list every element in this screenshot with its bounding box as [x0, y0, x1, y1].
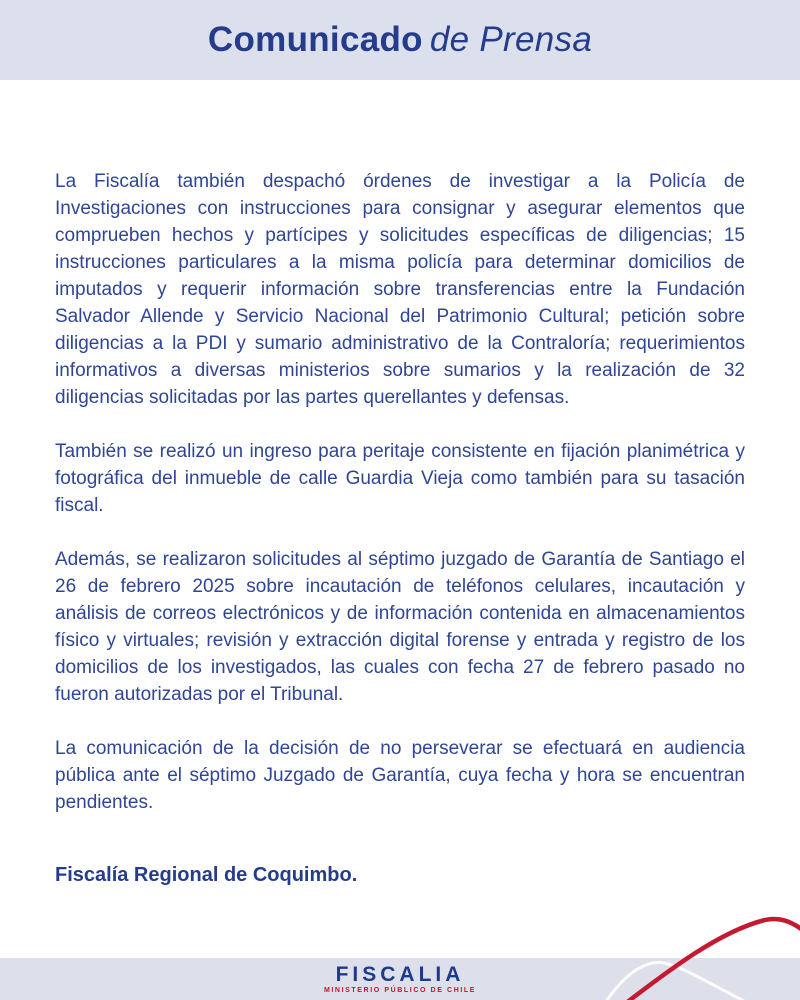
title-sub: de Prensa [429, 20, 593, 59]
signature: Fiscalía Regional de Coquimbo. [55, 864, 358, 886]
paragraph-3: Además, se realizaron solicitudes al séptimo juzgado de Garantía de Santiago el 26 de febrero 2025 sobre incautación de teléfonos celulares, incautación y análisis de correos electrónicos y de información contenida en almacenamientos físico y virtuales; revisión y extracción digital forense y entrada y registro de los domicilios de los investigados, las cuales con fecha 27 de febrero pasado no fueron autorizadas por el Tribunal. [55, 549, 745, 705]
page-title [208, 20, 592, 60]
document-body [55, 80, 745, 887]
paragraph-4: La comunicación de la decisión de no perseverar se efectuará en audiencia pública ante el séptimo Juzgado de Garantía, cuya fecha y hora se encuentran pendientes. [55, 738, 745, 813]
title-main: Comunicado [207, 20, 423, 59]
header-band [0, 0, 800, 80]
paragraph-1: La Fiscalía también despachó órdenes de investigar a la Policía de Investigaciones con instrucciones para consignar y asegurar elementos que comprueben hechos y partícipes y solicitudes específicas de diligencias; 15 instrucciones particulares a la misma policía para determinar domicilios de imputados y requerir información sobre transferencias entre la Fundación Salvador Allende y Servicio Nacional del Patrimonio Cultural; petición sobre diligencias a la PDI y sumario administrativo de la Contraloría; requerimientos informativos a diversas ministerios sobre sumarios y la realización de 32 diligencias solicitadas por las partes querellantes y defensas. [55, 171, 745, 408]
logo-wordmark: FISCALIA [335, 963, 465, 986]
footer-band [0, 958, 800, 1000]
fiscalia-logo [324, 964, 476, 994]
paragraph-2: También se realizó un ingreso para peritaje consistente en fijación planimétrica y fotográfica del inmueble de calle Guardia Vieja como también para su tasación fiscal. [55, 441, 745, 516]
logo-subtitle: MINISTERIO PÚBLICO DE CHILE [323, 987, 477, 994]
